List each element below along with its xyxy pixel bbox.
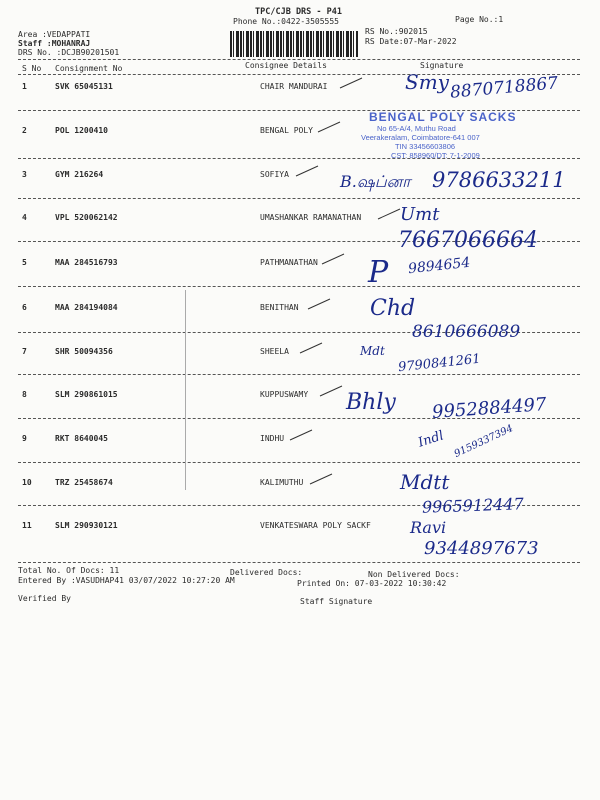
row-consignment: GYM 216264 <box>55 170 104 179</box>
row-sno: 8 <box>22 390 27 399</box>
page-number: Page No.:1 <box>455 15 504 24</box>
phone-1: 8870718867 <box>449 73 559 103</box>
non-delivered-docs: Non Delivered Docs: <box>368 570 460 579</box>
row-consignment: SLM 290861015 <box>55 390 118 399</box>
phone-3: 9786633211 <box>432 168 566 192</box>
signature-7: Mdt <box>360 344 385 358</box>
row-divider <box>18 198 580 199</box>
phone-7: 9790841261 <box>397 351 482 376</box>
row-divider <box>18 286 580 287</box>
area-label: Area :VEDAPPATI <box>18 30 91 39</box>
entered-by: Entered By :VASUDHAP41 03/07/2022 10:27:20 AM <box>18 576 235 585</box>
row-sno: 10 <box>22 478 32 487</box>
tick-mark <box>290 430 312 440</box>
row-consignee: KUPPUSWAMY <box>260 390 309 399</box>
row-consignee: PATHMANATHAN <box>260 258 318 267</box>
tick-mark <box>340 78 362 88</box>
signature-11: Ravi <box>410 518 447 537</box>
col-sno: S No <box>22 64 42 73</box>
row-consignment: SLM 290930121 <box>55 521 118 530</box>
report-title: TPC/CJB DRS - P41 <box>255 7 342 17</box>
staff-label: Staff :MOHANRAJ <box>18 39 91 48</box>
table-bottom-divider <box>18 562 580 563</box>
row-consignee: SHEELA <box>260 347 289 356</box>
row-sno: 5 <box>22 258 27 267</box>
row-sno: 4 <box>22 213 27 222</box>
row-consignee: BENITHAN <box>260 303 299 312</box>
row-consignee: SOFIYA <box>260 170 289 179</box>
rs-number: RS No.:902015 <box>365 27 428 36</box>
delivered-docs: Delivered Docs: <box>230 568 303 577</box>
row-sno: 9 <box>22 434 27 443</box>
phone-8: 9952884497 <box>431 394 548 423</box>
tick-mark <box>320 386 342 396</box>
phone-4: 7667066664 <box>398 228 538 253</box>
signature-10: Mdtt <box>400 470 450 494</box>
table-row <box>0 434 600 474</box>
rs-date: RS Date:07-Mar-2022 <box>365 37 457 46</box>
signature-3: B.ஷப்னா <box>340 172 411 191</box>
col-consignment: Consignment No <box>55 64 123 73</box>
barcode <box>230 31 358 57</box>
row-consignee: VENKATESWARA POLY SACKF <box>260 521 371 530</box>
row-divider <box>18 462 580 463</box>
row-sno: 11 <box>22 521 32 530</box>
tick-mark <box>300 343 322 353</box>
phone-5: 9894654 <box>407 254 472 278</box>
row-consignee: BENGAL POLY <box>260 126 313 135</box>
row-consignment: POL 1200410 <box>55 126 108 135</box>
tick-mark <box>318 122 340 132</box>
row-divider <box>18 374 580 375</box>
total-docs: Total No. Of Docs: 11 <box>18 566 120 575</box>
row-consignee: CHAIR MANDURAI <box>260 82 328 91</box>
staff-signature: Staff Signature <box>300 597 373 606</box>
row-consignee: KALIMUTHU <box>260 478 304 487</box>
printed-on: Printed On: 07-03-2022 10:30:42 <box>297 579 447 588</box>
phone-10: 9965912447 <box>421 494 525 517</box>
stamp-line4: CST: 858960/DT: 7-1-2009 <box>391 151 480 160</box>
columns-divider <box>18 74 580 75</box>
table-row <box>0 347 600 387</box>
drs-number: DRS No. :DCJB90201501 <box>18 48 120 57</box>
phone-11: 9344897673 <box>424 538 539 559</box>
signature-5: P <box>368 255 389 290</box>
row-consignment: MAA 284194084 <box>55 303 118 312</box>
phone-9: 9159337394 <box>452 423 515 460</box>
stamp-name: BENGAL POLY SACKS <box>369 110 517 124</box>
row-sno: 6 <box>22 303 27 312</box>
row-sno: 7 <box>22 347 27 356</box>
tick-mark <box>322 254 344 264</box>
signature-1: Smy <box>405 70 449 94</box>
row-consignee: UMASHANKAR RAMANATHAN <box>260 213 362 222</box>
table-row <box>0 258 600 298</box>
company-stamp <box>355 110 545 164</box>
stamp-line2: Veerakeralam, Coimbatore-641 007 <box>361 133 480 142</box>
stamp-line1: No 65-A/4, Muthu Road <box>377 124 456 133</box>
scan-line <box>185 290 186 490</box>
row-consignment: TRZ 25458674 <box>55 478 113 487</box>
col-consignee: Consignee Details <box>245 61 327 70</box>
row-consignment: RKT 8640045 <box>55 434 108 443</box>
tick-mark <box>296 166 318 176</box>
signature-9: Indl <box>416 428 446 451</box>
header-divider <box>18 59 580 60</box>
row-consignment: SHR 50094356 <box>55 347 113 356</box>
row-consignment: MAA 284516793 <box>55 258 118 267</box>
row-sno: 1 <box>22 82 27 91</box>
tick-mark <box>378 209 400 219</box>
row-consignee: INDHU <box>260 434 285 443</box>
signature-4: Umt <box>400 204 440 225</box>
phone-6: 8610666089 <box>412 322 521 342</box>
row-consignment: SVK 65045131 <box>55 82 113 91</box>
tick-mark <box>310 474 332 484</box>
signature-8: Bhly <box>346 390 396 415</box>
verified-by: Verified By <box>18 594 71 603</box>
row-consignment: VPL 520062142 <box>55 213 118 222</box>
row-sno: 2 <box>22 126 27 135</box>
tick-mark <box>308 299 330 309</box>
row-sno: 3 <box>22 170 27 179</box>
stamp-line3: TIN 33456603806 <box>395 142 456 151</box>
signature-6: Chd <box>370 296 416 321</box>
col-signature: Signature <box>420 61 464 70</box>
phone-number: Phone No.:0422-3505555 <box>233 17 339 26</box>
